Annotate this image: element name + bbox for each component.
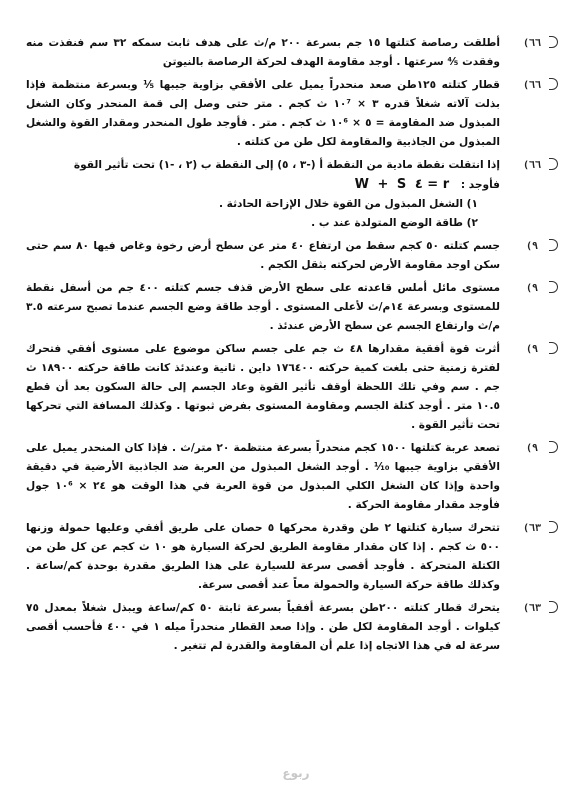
problem-number: (٩ [512, 279, 552, 298]
problem-text: أطلقت رصاصة كتلتها ١٥ جم بسرعة ٢٠٠ م/ث على هدف ثابت سمكه ٣٢ سم فنفذت منه وفقدت ⁴⁄₅ سرعتها . أوجد مقاومة الهدف لحركة الرصاصة بالنيوتن [26, 37, 500, 68]
problem-item [26, 519, 542, 595]
force-equation-line [26, 175, 500, 195]
problem-number: (٩ [512, 439, 552, 458]
problem-item [26, 599, 542, 656]
problem-text: جسم كتلته ٥٠ كجم سقط من ارتفاع ٤٠ متر عن سطح أرض رخوة وغاص فيها ٨٠ سم حتى سكن اوجد مقاومة الأرض لحركته بثقل الكجم . [26, 240, 500, 271]
problem-text: قطار كتلته ١٢٥طن صعد منحدراً يميل على الأفقي بزاوية جيبها ¹⁄₅ وبسرعة منتظمة فإذا بذلت آلاته شغلاً قدره ٣ × ١٠⁷ ث كجم . متر حتى وصل إلى قمة المنحدر وكان الشغل المبذول ضد المقاومة = ٥ × ١٠⁶ ث كجم . متر . فأوجد طول المنحدر ومقدار القوة والشغل المبذول من الجاذبية والمقاومة لكل طن من كتلته . [26, 79, 500, 148]
problem-item [26, 237, 539, 275]
problem-item [26, 76, 542, 152]
problem-item [26, 34, 542, 72]
problem-number: (٦٣ [512, 519, 552, 538]
problem-number: (٦٦ [512, 156, 552, 175]
sub-question: ١) الشغل المبذول من القوة خلال الإزاحة الحادثة . [218, 198, 478, 210]
problem-number: (٦٦ [512, 76, 552, 95]
problem-number: (٦٣ [512, 599, 552, 618]
problem-text: تتحرك سيارة كتلتها ٢ طن وقدرة محركها ٥ حصان على طريق أفقي وعليها حمولة وزنها ٥٠٠ ث كجم . إذا كان مقدار مقاومة الطريق لحركة السيارة هو ١٠ ث كجم عن كل طن من الكتلة المتحركة . فأوجد أقصى سرعة للسيارة على هذا الطريق مقدرة بوحدة كم/ساعة . وكذلك طاقة حركة السيارة والحمولة معاً عند أقصى سرعة. [26, 522, 500, 591]
problem-item [26, 439, 539, 515]
problem-text: يتحرك قطار كتلته ٢٠٠طن بسرعة أفقياً بسرعة ثابتة ٥٠ كم/ساعة ويبذل شغلاً بمعدل ٧٥ كيلوات . أوجد المقاومة لكل طن . وإذا صعد القطار منحدراً ميله ١ في ٤٠٠ فأحسب أقصى سرعة له في هذا الاتجاه إذا علم أن المقاومة والقدرة لم تتغير . [26, 602, 500, 652]
problem-text: أثرت قوة أفقية مقدارها ٤٨ ث جم على جسم ساكن موضوع على مستوى أفقي فتحرك لفترة زمنية حتى بلغت كمية حركته ١٧٦٤٠٠ داين . ثانية وعندئذ كانت طاقة حركته ١٨٩٠٠ ث جم . سم وفي تلك اللحظة أوقف تأثير القوة وعاد الجسم إلى حالة السكون بعد أن قطع ١٠.٥ متر . أوجد كتلة الجسم ومقاومة المستوى بفرض ثبوتها . وكذلك المسافة التي تحركها تحت تأثير القوة . [26, 343, 501, 431]
problem-number: (٩ [512, 237, 552, 256]
problem-text: إذا انتقلت نقطة مادية من النقطة أ (-٣ ، ٥) إلى النقطة ب (٢ ، -١) تحت تأثير القوة [73, 159, 500, 171]
watermark: ربوع [282, 766, 310, 780]
equation-suffix: فأوجد : [460, 179, 500, 191]
sub-question: ٢) طاقة الوضع المتولدة عند ب . [311, 217, 478, 229]
problem-list [26, 34, 542, 660]
force-equation: W + S ٤ = r [354, 177, 452, 192]
problem-item [26, 279, 539, 336]
problem-number: (٦٦ [512, 34, 552, 53]
problem-item [26, 340, 539, 435]
problem-item [26, 156, 542, 233]
problem-text: مستوى مائل أملس قاعدته على سطح الأرض قذف جسم كتلته ٤٠٠ جم من أسفل نقطة للمستوى وبسرعة ١٤م/ث لأعلى المستوى . أوجد طاقة وضع الجسم عندما تصبح سرعته ٣.٥ م/ث وارتفاع الجسم عن سطح الأرض عندئذ . [26, 282, 500, 332]
problem-text: تصعد عربة كتلتها ١٥٠٠ كجم منحدراً بسرعة منتظمة ٢٠ متر/ث . فإذا كان المنحدر يميل على الأفقي بزاوية جيبها ¹⁄₁₀ . أوجد الشغل المبذول من العربة ضد الجاذبية الأرضية في دقيقة واحدة وإذا كان الشغل الكلي المبذول من قوة العربة في هذا الوقت هو ٢٤ × ١٠⁶ جول فأوجد مقدار مقاومة الحركة . [26, 442, 500, 511]
problem-number: (٩ [512, 340, 552, 359]
